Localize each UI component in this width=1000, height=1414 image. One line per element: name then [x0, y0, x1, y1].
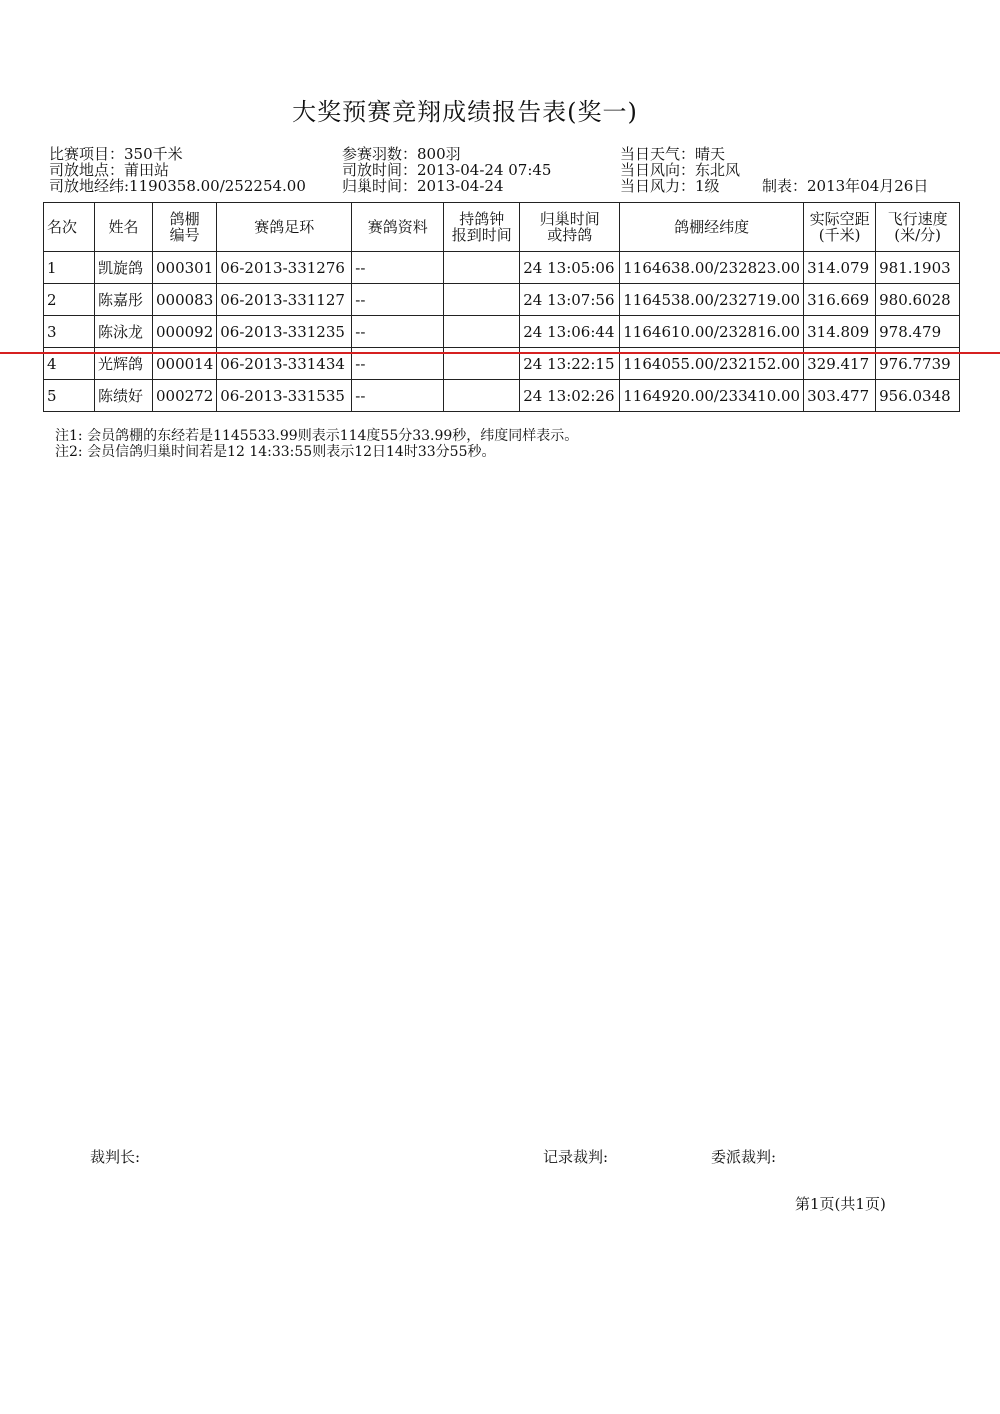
- cell-name: 凯旋鸽: [95, 252, 153, 284]
- cell-info: --: [352, 284, 444, 316]
- info-column-1: [49, 146, 306, 194]
- header-coordinates: 鸽棚经纬度: [620, 203, 804, 252]
- cell-return-time: 24 13:07:56: [520, 284, 620, 316]
- cell-distance: 303.477: [804, 380, 876, 412]
- note-1: 注1: 会员鸽棚的东经若是1145533.99则表示114度55分33.99秒，纬度同样表示。: [55, 428, 579, 444]
- cell-name: 光辉鸽: [95, 348, 153, 380]
- signature-recording-judge: 记录裁判:: [543, 1148, 609, 1166]
- cell-ring: 06-2013-331235: [217, 316, 352, 348]
- cell-return-time: 24 13:05:06: [520, 252, 620, 284]
- header-name: 姓名: [95, 203, 153, 252]
- header-loft-id-l2: 编号: [169, 226, 200, 244]
- header-loft-id: [153, 203, 217, 252]
- cell-info: --: [352, 252, 444, 284]
- info-release-time: 司放时间：2013-04-24 07:45: [342, 161, 552, 179]
- info-release-coordinates: 司放地经纬:1190358.00/252254.00: [49, 177, 306, 195]
- cell-ring: 06-2013-331434: [217, 348, 352, 380]
- info-entry-count: 参赛羽数：800羽: [342, 145, 461, 163]
- cell-distance: 314.079: [804, 252, 876, 284]
- info-wind-force: 当日风力：1级: [620, 177, 720, 195]
- cell-clock-time: [444, 380, 520, 412]
- signature-chief-judge: 裁判长:: [90, 1148, 141, 1166]
- cell-clock-time: [444, 316, 520, 348]
- cell-speed: 976.7739: [876, 348, 960, 380]
- cell-info: --: [352, 380, 444, 412]
- cell-return-time: 24 13:06:44: [520, 316, 620, 348]
- cell-coordinates: 1164638.00/232823.00: [620, 252, 804, 284]
- results-table: [43, 202, 960, 412]
- header-return-time: 归巢时间 或持鸽: [520, 203, 620, 252]
- header-loft-id-l1: 鸽棚: [169, 210, 200, 228]
- cell-loft-id: 000014: [153, 348, 217, 380]
- cell-return-time: 24 13:22:15: [520, 348, 620, 380]
- info-weather: 当日天气：晴天: [620, 145, 726, 163]
- header-info: 赛鸽资料: [352, 203, 444, 252]
- header-clock-time: 持鸽钟 报到时间: [444, 203, 520, 252]
- info-column-2: [342, 146, 551, 194]
- cell-coordinates: 1164055.00/232152.00: [620, 348, 804, 380]
- info-return-time: 归巢时间：2013-04-24: [342, 177, 504, 195]
- cell-name: 陈嘉彤: [95, 284, 153, 316]
- cell-clock-time: [444, 284, 520, 316]
- cell-loft-id: 000083: [153, 284, 217, 316]
- info-release-location: 司放地点：莆田站: [49, 161, 170, 179]
- note-2: 注2: 会员信鸽归巢时间若是12 14:33:55则表示12日14时33分55秒。: [55, 444, 496, 460]
- cell-clock-time: [444, 252, 520, 284]
- cell-speed: 978.479: [876, 316, 960, 348]
- cell-name: 陈泳龙: [95, 316, 153, 348]
- cell-info: --: [352, 316, 444, 348]
- cell-distance: 314.809: [804, 316, 876, 348]
- cell-name: 陈绩好: [95, 380, 153, 412]
- table-row: [44, 316, 960, 348]
- cell-speed: 980.6028: [876, 284, 960, 316]
- table-row: [44, 252, 960, 284]
- page-number: 第1页(共1页): [795, 1195, 886, 1213]
- header-speed: 飞行速度 (米/分): [876, 203, 960, 252]
- info-race-distance: 比赛项目：350千米: [49, 145, 183, 163]
- cell-ring: 06-2013-331127: [217, 284, 352, 316]
- cell-ring: 06-2013-331535: [217, 380, 352, 412]
- cell-coordinates: 1164538.00/232719.00: [620, 284, 804, 316]
- cell-rank: 2: [44, 284, 95, 316]
- table-header-row: [44, 203, 960, 252]
- header-distance: 实际空距 (千米): [804, 203, 876, 252]
- info-made-date: 制表：2013年04月26日: [762, 177, 929, 195]
- cell-loft-id: 000092: [153, 316, 217, 348]
- cell-distance: 329.417: [804, 348, 876, 380]
- cell-coordinates: 1164920.00/233410.00: [620, 380, 804, 412]
- cell-return-time: 24 13:02:26: [520, 380, 620, 412]
- cell-speed: 981.1903: [876, 252, 960, 284]
- cell-rank: 5: [44, 380, 95, 412]
- cell-loft-id: 000301: [153, 252, 217, 284]
- cell-info: --: [352, 348, 444, 380]
- cell-distance: 316.669: [804, 284, 876, 316]
- header-ring: 赛鸽足环: [217, 203, 352, 252]
- cell-coordinates: 1164610.00/232816.00: [620, 316, 804, 348]
- cell-rank: 1: [44, 252, 95, 284]
- table-row: [44, 380, 960, 412]
- cell-speed: 956.0348: [876, 380, 960, 412]
- header-rank: 名次: [44, 203, 95, 252]
- cell-ring: 06-2013-331276: [217, 252, 352, 284]
- table-row: [44, 284, 960, 316]
- info-wind-direction: 当日风向：东北风: [620, 161, 741, 179]
- cell-rank: 3: [44, 316, 95, 348]
- red-rule-line: [0, 352, 1000, 354]
- info-column-3: [620, 146, 740, 194]
- cell-loft-id: 000272: [153, 380, 217, 412]
- signature-delegated-judge: 委派裁判:: [711, 1148, 777, 1166]
- cell-rank: 4: [44, 348, 95, 380]
- report-title: 大奖预赛竞翔成绩报告表(奖一): [292, 98, 638, 126]
